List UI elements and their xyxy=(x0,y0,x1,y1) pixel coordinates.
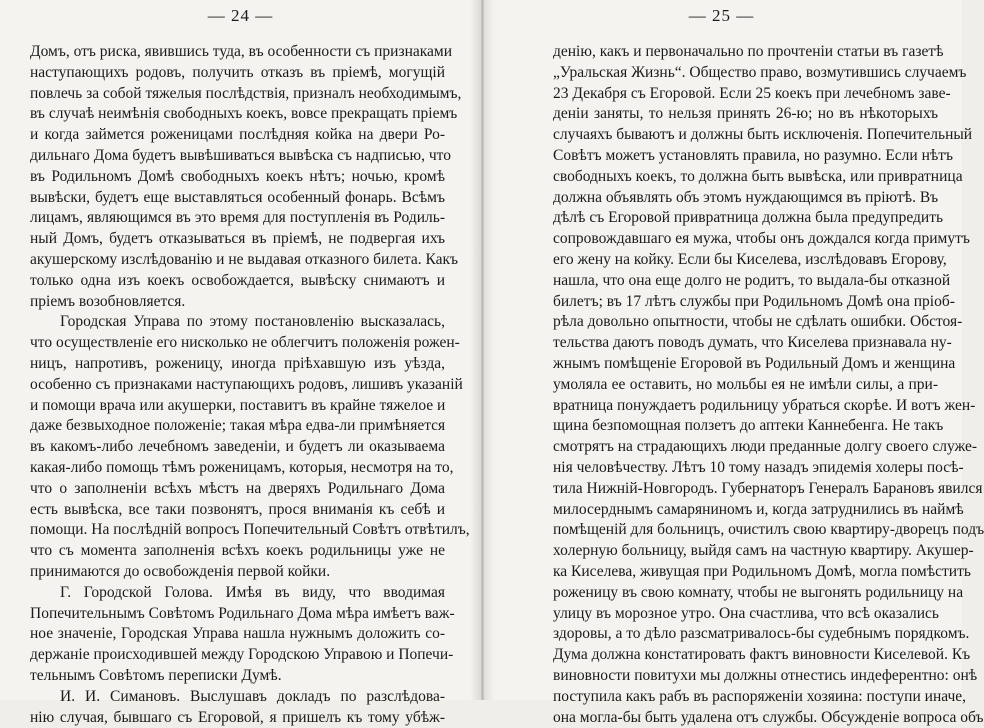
book-gutter-shadow xyxy=(470,0,494,700)
text-line: Городская Управа по этому постановленію высказалась, xyxy=(30,312,445,333)
text-line: Попечительнымъ Совѣтомъ Родильнаго Дома мѣра имѣетъ важ- xyxy=(30,604,445,625)
text-line: пріемъ возобновляется. xyxy=(30,292,445,313)
text-line: Г. Городской Голова. Имѣя въ виду, что вводимая xyxy=(30,583,445,604)
text-line: что съ момента заполненія всѣхъ коекъ родильницы уже не xyxy=(30,541,445,562)
text-line: Совѣтъ можетъ установлять правила, но разумно. Если нѣтъ xyxy=(553,146,938,167)
text-line: билетъ; въ 17 лѣтъ службы при Родильномъ Домѣ она пріоб- xyxy=(553,292,938,313)
text-line: въ Родильномъ Домѣ свободныхъ коекъ нѣтъ; ночью, кромѣ xyxy=(30,167,445,188)
text-line: его жену на койку. Если бы Киселева, изслѣдовавъ Егорову, xyxy=(553,250,938,271)
text-line: лицамъ, являющимся въ это время для поступленія въ Родиль- xyxy=(30,208,445,229)
text-line: умоляла ее оставить, но мольбы ея не имѣли силы, а при- xyxy=(553,375,938,396)
text-line: 23 Декабря съ Егоровой. Если 25 коекъ при лечебномъ заве- xyxy=(553,84,938,105)
text-line: рѣла довольно опытности, чтобы не сдѣлать ошибки. Обстоя- xyxy=(553,312,938,333)
text-line: должна объявлять объ этомъ нуждающимся въ пріютѣ. Въ xyxy=(553,188,938,209)
text-line: „Уральская Жизнь“. Общество право, возмутившись случаемъ xyxy=(553,63,938,84)
text-line: ное значеніе, Городская Управа нашла нужнымъ доложить со- xyxy=(30,624,445,645)
text-line: помощи. На послѣдній вопросъ Попечительный Совѣтъ отвѣтилъ, xyxy=(30,520,445,541)
text-line: И. И. Симановъ. Выслушавъ докладъ по разслѣдова- xyxy=(30,687,445,708)
text-line: особенно съ признаками наступающихъ родовъ, лишивъ указаній xyxy=(30,375,445,396)
text-line: вывѣски, будетъ еще выставляться особенный фонарь. Всѣмъ xyxy=(30,188,445,209)
text-line: помѣщеній для больницъ, очистилъ свою квартиру-дворецъ подъ xyxy=(553,520,938,541)
right-page-text xyxy=(553,42,938,728)
text-line: тила Нижній-Новгородъ. Губернаторъ Генералъ Барановъ явился xyxy=(553,479,938,500)
text-line: дѣлѣ съ Егоровой привратница должна была предупредить xyxy=(553,208,938,229)
text-line: ницъ, напротивъ, роженицу, иногда пріѣхавшую изъ уѣзда, xyxy=(30,354,445,375)
text-line: нію случая, бывшаго съ Егоровой, я пришелъ къ тому убѣж- xyxy=(30,708,445,728)
text-line: что о заполненіи всѣхъ мѣстъ на дверяхъ Родильнаго Дома xyxy=(30,479,445,500)
text-line: она могла-бы быть удалена отъ службы. Обсужденіе вопроса объ xyxy=(553,708,938,728)
text-line: дильнаго Дома будетъ вывѣшиваться вывѣска съ надписью, что xyxy=(30,146,445,167)
text-line: вратница понуждаетъ родильницу убраться скорѣе. И вотъ жен- xyxy=(553,396,938,417)
text-line: даже безвыходное положеніе; такая мѣра едва-ли примѣняется xyxy=(30,416,445,437)
text-line: что осуществленіе его нисколько не облегчитъ положенія рожен- xyxy=(30,333,445,354)
page-number-left: — 24 — xyxy=(0,6,481,26)
text-line: только одна изъ коекъ освобождается, вывѣску снимаютъ и xyxy=(30,271,445,292)
right-page xyxy=(481,0,962,700)
text-line: тельнымъ Совѣтомъ переписки Думѣ. xyxy=(30,666,445,687)
text-line: сопровождавшаго ея мужа, чтобы онъ дождался когда примутъ xyxy=(553,229,938,250)
page-number-right: — 25 — xyxy=(481,6,962,26)
text-line: улицу въ морозное утро. Она счастлива, что всѣ оказались xyxy=(553,604,938,625)
text-line: какая-либо помощь тѣмъ роженицамъ, которыя, несмотря на то, xyxy=(30,458,445,479)
text-line: нашла, что она еще долго не родитъ, то выдала-бы отказной xyxy=(553,271,938,292)
text-line: Домъ, отъ риска, явившись туда, въ особенности съ признаками xyxy=(30,42,445,63)
text-line: нія человѣчеству. Лѣтъ 10 тому назадъ эпидемія холеры посѣ- xyxy=(553,458,938,479)
text-line: наступающихъ родовъ, получить отказъ въ пріемѣ, могущій xyxy=(30,63,445,84)
text-line: повлечь за собой тяжелыя послѣдствія, призналъ необходимымъ, xyxy=(30,84,445,105)
text-line: денію, какъ и первоначально по прочтеніи статьи въ газетѣ xyxy=(553,42,938,63)
text-line: поступила какъ рабъ въ распоряженіи хозяина: поступи иначе, xyxy=(553,687,938,708)
text-line: ка Киселева, живущая при Родильномъ Домѣ, могла помѣстить xyxy=(553,562,938,583)
text-line: акушерскому изслѣдованію и не выдавая отказного билета. Какъ xyxy=(30,250,445,271)
left-page-text xyxy=(30,42,445,728)
text-line: роженицу въ свою комнату, чтобы не выгонять родильницу на xyxy=(553,583,938,604)
text-line: держаніе происходившей между Городскою Управою и Попечи- xyxy=(30,645,445,666)
text-line: холерную больницу, выйдя самъ на частную квартиру. Акушер- xyxy=(553,541,938,562)
text-line: здоровы, а то дѣло разсматривалось-бы судебнымъ порядкомъ. xyxy=(553,624,938,645)
left-page xyxy=(0,0,481,700)
text-line: ный Домъ, будетъ отказываться въ пріемѣ, не подвергая ихъ xyxy=(30,229,445,250)
text-line: тельства даютъ поводъ думать, что Киселева признавала ну- xyxy=(553,333,938,354)
text-line: въ какомъ-либо лечебномъ заведеніи, и будетъ ли оказываема xyxy=(30,437,445,458)
text-line: случаяхъ бываютъ и должны быть исключенія. Попечительный xyxy=(553,125,938,146)
text-line: щина безпомощная ползетъ до аптеки Каннебенга. Не такъ xyxy=(553,416,938,437)
text-line: и когда займется роженицами послѣдняя койка на двери Ро- xyxy=(30,125,445,146)
text-line: въ случаѣ неимѣнія свободныхъ коекъ, вовсе прекращать пріемъ xyxy=(30,104,445,125)
text-line: деніи заняты, то нельзя принять 26-ю; но въ нѣкоторыхъ xyxy=(553,104,938,125)
text-line: Дума должна констатировать фактъ виновности Киселевой. Къ xyxy=(553,645,938,666)
text-line: принимаются до освобожденія первой койки. xyxy=(30,562,445,583)
text-line: свободныхъ коекъ, то должна быть вывѣска, или привратница xyxy=(553,167,938,188)
text-line: смотрятъ на страдающихъ люди преданные долгу своего служе- xyxy=(553,437,938,458)
text-line: милосерднымъ самаряниномъ и, когда затруднились въ наймѣ xyxy=(553,500,938,521)
text-line: жнымъ помѣщеніе Егоровой въ Родильный Домъ и женщина xyxy=(553,354,938,375)
text-line: виновности повитухи мы должны отнестись индеферентно: онѣ xyxy=(553,666,938,687)
text-line: есть вывѣска, все таки позвонятъ, прося вниманія къ себѣ и xyxy=(30,500,445,521)
text-line: и помощи врача или акушерки, поставитъ въ крайне тяжелое и xyxy=(30,396,445,417)
